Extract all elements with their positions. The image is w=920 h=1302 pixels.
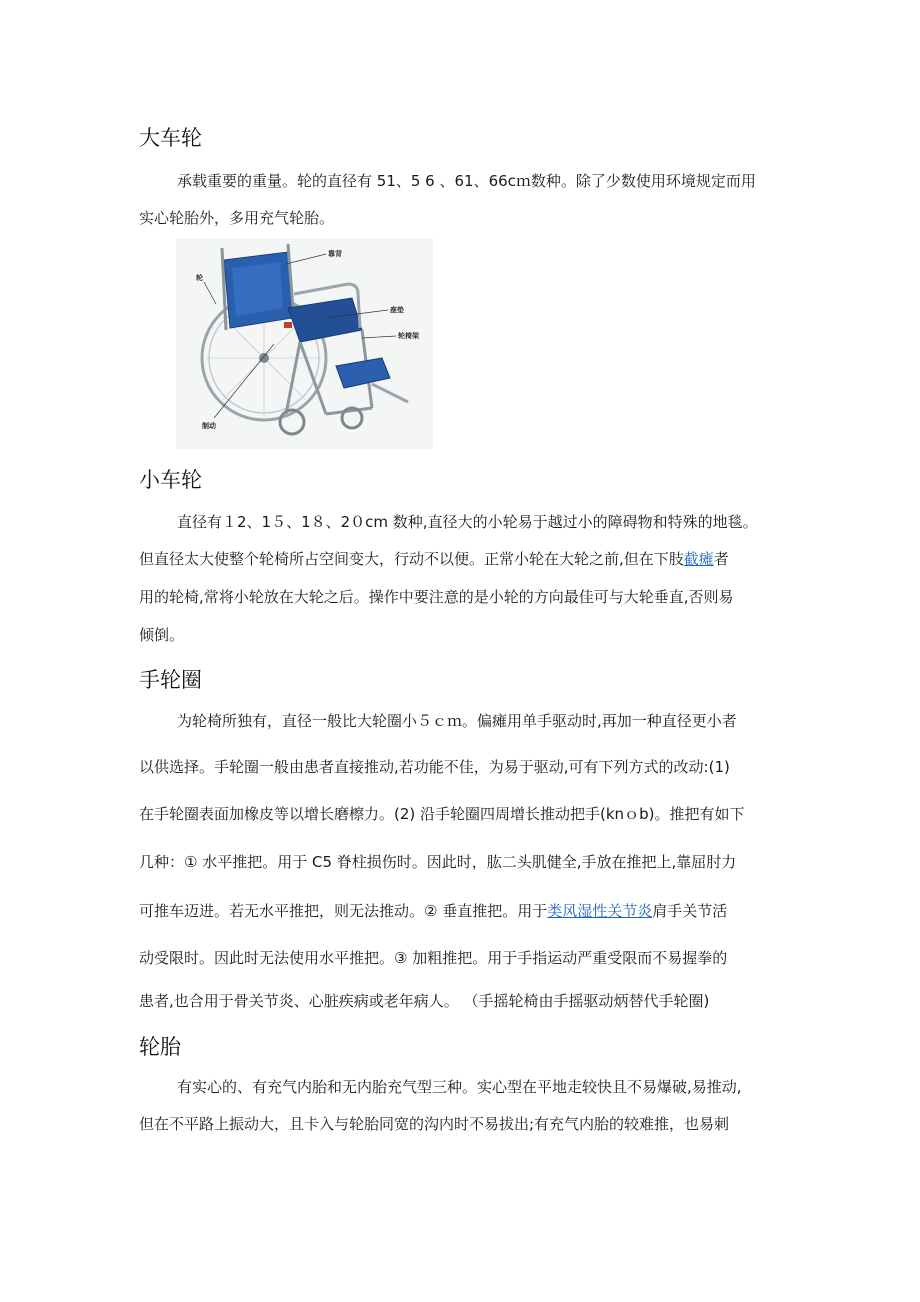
text-span: 者	[713, 550, 729, 568]
paragraph-line: 动受限时。因此时无法使用水平推把。③ 加粗推把。用于手指运动严重受限而不易握拳的	[139, 949, 728, 967]
label-wheel: 轮	[196, 274, 203, 282]
paragraph-line: 几种：① 水平推把。用于 C5 脊柱损伤时。因此时，肱二头肌健全,手放在推把上,靠屈肘力	[139, 853, 737, 871]
label-seat: 座垫	[390, 306, 404, 314]
text-span: 可推车迈进。若无水平推把，则无法推动。② 垂直推把。用于	[139, 902, 548, 920]
paragraph-line: 但在不平路上振动大，且卡入与轮胎同宽的沟内时不易拔出;有充气内胎的较难推，也易刺	[139, 1115, 730, 1133]
label-brake: 制动	[202, 422, 216, 430]
heading-hand-rim: 手轮圈	[139, 668, 202, 692]
paragraph-line: 以供选择。手轮圈一般由患者直接推动,若功能不佳，为易于驱动,可有下列方式的改动:(1)	[139, 758, 730, 776]
paragraph-line: 为轮椅所独有，直径一般比大轮圈小５ｃｍ。偏瘫用单手驱动时,再加一种直径更小者	[177, 712, 737, 730]
wheelchair-illustration	[176, 238, 433, 449]
paragraph-line: 实心轮胎外，多用充气轮胎。	[139, 209, 335, 227]
heading-small-wheel: 小车轮	[139, 468, 202, 492]
heading-big-wheel: 大车轮	[139, 126, 202, 150]
label-frame: 轮椅架	[398, 332, 419, 340]
paragraph-line: 用的轮椅,常将小轮放在大轮之后。操作中要注意的是小轮的方向最佳可与大轮垂直,否则易	[139, 588, 734, 606]
paragraph-line	[139, 548, 729, 569]
paragraph-line: 在手轮圈表面加橡皮等以增长磨檫力。(2) 沿手轮圈四周增长推动把手(knｏb)。推把有如下	[139, 805, 745, 823]
paragraph-line: 倾倒。	[139, 626, 185, 644]
text-span: 但直径太大使整个轮椅所占空间变大，行动不以便。正常小轮在大轮之前,但在下肢	[139, 550, 684, 568]
paragraph-line: 直径有１2、1５、1８、2０cm 数种,直径大的小轮易于越过小的障碍物和特殊的地毯。	[177, 513, 758, 531]
paragraph-line: 患者,也合用于骨关节炎、心脏疾病或老年病人。 （手摇轮椅由手摇驱动炳替代手轮圈)	[139, 992, 710, 1010]
heading-tire: 轮胎	[139, 1035, 181, 1059]
text-span: 肩手关节活	[652, 902, 728, 920]
paragraph-line: 有实心的、有充气内胎和无内胎充气型三种。实心型在平地走较快且不易爆破,易推动,	[177, 1078, 742, 1096]
link-rheumatoid-arthritis[interactable]: 类风湿性关节炎	[547, 902, 653, 920]
paragraph-line: 承载重要的重量。轮的直径有 51、5 6 、61、66cｍ数种。除了少数使用环境规定而用	[177, 172, 756, 190]
label-backrest: 靠背	[328, 250, 342, 258]
wheelchair-diagram	[176, 238, 433, 449]
paragraph-line	[139, 900, 727, 921]
link-paraplegia[interactable]: 截瘫	[683, 550, 714, 568]
